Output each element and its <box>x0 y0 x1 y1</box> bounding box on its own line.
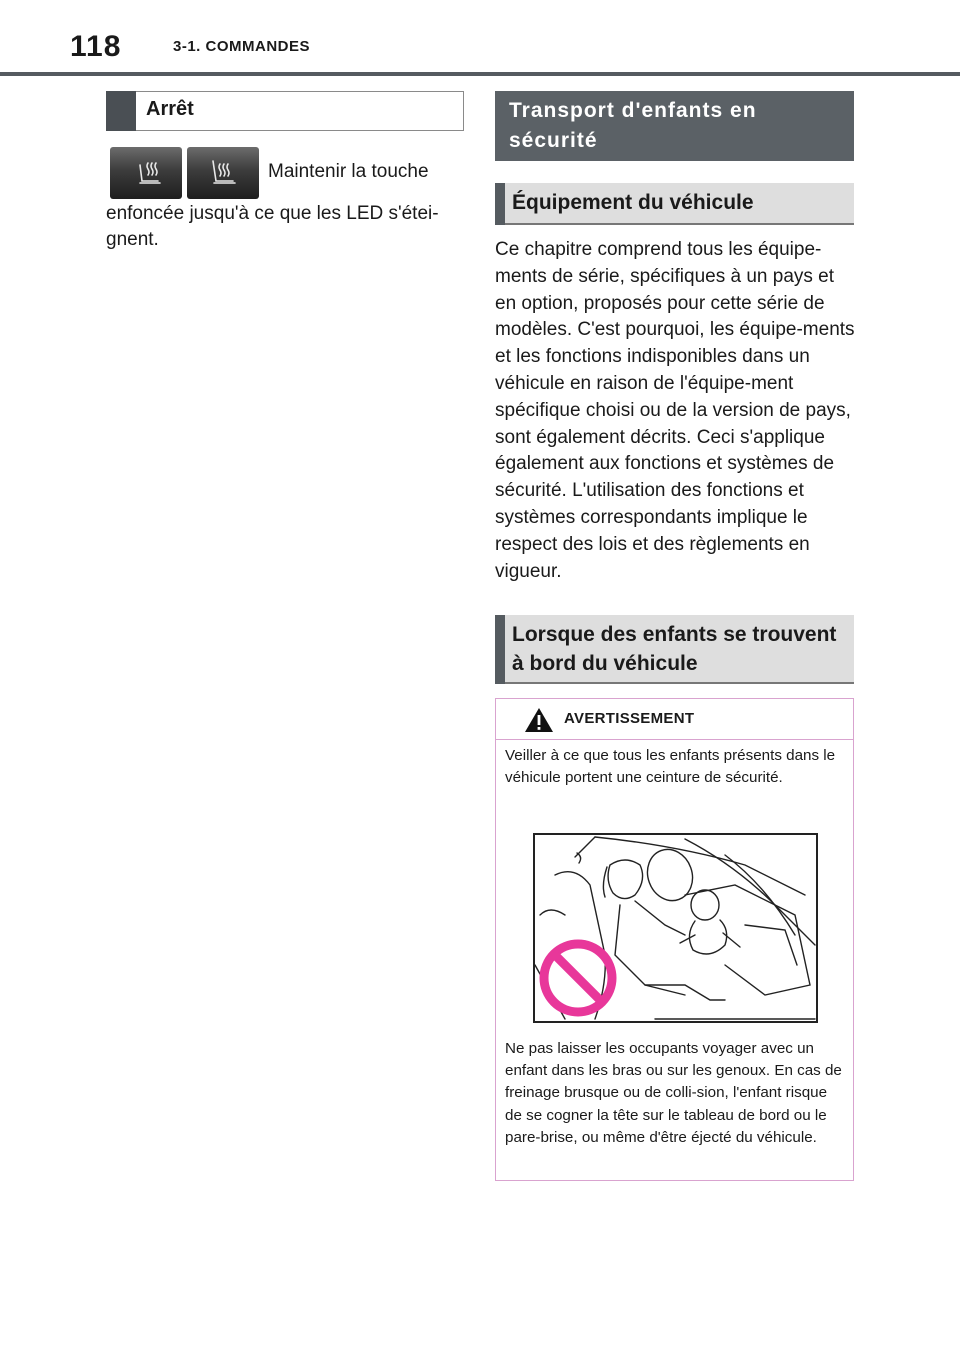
warning-label: AVERTISSEMENT <box>564 710 695 727</box>
section-heading-bar <box>106 91 136 131</box>
header-rule <box>0 72 960 76</box>
car-interior-illustration <box>535 835 816 1021</box>
warning-triangle-icon <box>524 707 554 733</box>
warning-text-2: Ne pas laisser les occupants voyager avec un enfant dans les bras ou sur les genoux. En cas de freinage brusque ou de colli-sion, l'enfant risque de se cogner la tête sur le tableau de bord ou le pare-brise, ou même d'être éjecté du véhicule. <box>505 1040 842 1146</box>
warning-illustration <box>533 833 818 1023</box>
section-heading-transport <box>495 91 854 161</box>
subheading-equipement <box>495 183 854 225</box>
warning-header <box>496 699 853 740</box>
equipement-paragraph: Ce chapitre comprend tous les équipe-ments de série, spécifiques à un pays et en option, proposés pour cette série de modèles. C'est pourquoi, les équipe-ments et les fonctions indisponibles dans un véhicule en raison de l'équipe-ment spécifique choisi ou de la version de pays, sont également décrits. Ceci s'applique également aux fonctions et systèmes de sécurité. L'utilisation des fonctions et systèmes correspondants implique le respect des lois et des règlements en vigueur. <box>495 239 855 582</box>
equipement-title: Équipement du véhicule <box>512 191 754 214</box>
subheading-bar <box>495 615 505 684</box>
subheading-bar <box>495 183 505 225</box>
warning-text-1: Veiller à ce que tous les enfants présents dans le véhicule portent une ceinture de sécurité. <box>505 747 836 786</box>
seat-back-heat-icon <box>187 147 259 199</box>
page-number: 118 <box>70 30 122 63</box>
subheading-lorsque <box>495 615 854 684</box>
seat-heat-button <box>110 147 182 199</box>
transport-title: Transport d'enfants en sécurité <box>509 99 757 152</box>
section-heading-arret: Arrêt <box>146 98 194 120</box>
lorsque-title: Lorsque des enfants se trouvent à bord du véhicule <box>512 623 837 675</box>
seat-heat-icon <box>110 147 182 199</box>
warning-box <box>495 698 854 1181</box>
seat-back-heat-button <box>187 147 259 199</box>
instruction-paragraph: enfoncée jusqu'à ce que les LED s'étei-gnent. <box>106 203 439 250</box>
instruction-text: Maintenir la touche <box>268 161 429 182</box>
chapter-title: 3-1. COMMANDES <box>173 38 311 55</box>
prohibition-icon <box>544 944 612 1012</box>
